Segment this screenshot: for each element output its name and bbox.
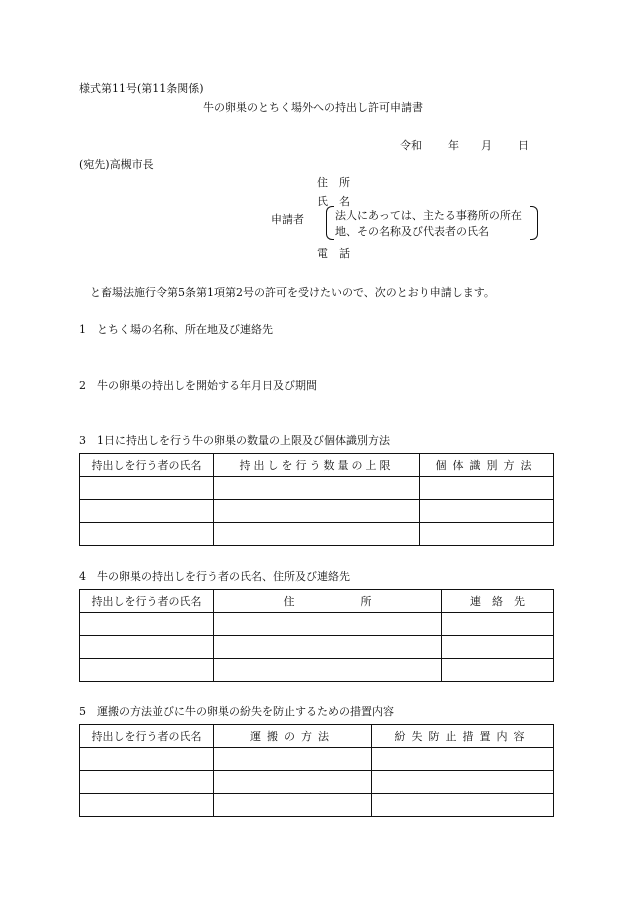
name-label: 氏 名 — [317, 195, 350, 208]
date-month: 月 — [481, 139, 492, 152]
section-1-heading: 1 とちく場の名称、所在地及び連絡先 — [79, 323, 273, 336]
corporate-note-text — [335, 208, 522, 240]
corporate-note-line2: 地、その名称及び代表者の氏名 — [335, 225, 489, 238]
table-quantity — [79, 453, 554, 546]
table-header-row — [80, 725, 554, 748]
cell[interactable] — [80, 659, 214, 682]
table-row — [80, 794, 554, 817]
table-row — [80, 636, 554, 659]
cell[interactable] — [442, 613, 554, 636]
col-header-address: 住 所 — [214, 590, 442, 613]
cell[interactable] — [214, 771, 372, 794]
cell[interactable] — [372, 748, 554, 771]
col-header-name: 持出しを行う者の氏名 — [80, 590, 214, 613]
cell[interactable] — [442, 636, 554, 659]
cell[interactable] — [214, 500, 420, 523]
cell[interactable] — [214, 636, 442, 659]
table-row — [80, 523, 554, 546]
cell[interactable] — [420, 500, 554, 523]
section-2-heading: 2 牛の卵巣の持出しを開始する年月日及び期間 — [79, 379, 317, 392]
table-header-row — [80, 590, 554, 613]
cell[interactable] — [420, 477, 554, 500]
form-number: 様式第11号(第11条関係) — [79, 82, 204, 95]
tel-label: 電 話 — [317, 247, 350, 260]
table-row — [80, 613, 554, 636]
col-header-quantity: 持出しを行う数量の上限 — [214, 454, 420, 477]
section-5-heading: 5 運搬の方法並びに牛の卵巣の紛失を防止するための措置内容 — [79, 705, 394, 718]
cell[interactable] — [214, 523, 420, 546]
cell[interactable] — [80, 500, 214, 523]
document-title: 牛の卵巣のとちく場外への持出し許可申請書 — [203, 101, 423, 114]
table-row — [80, 748, 554, 771]
cell[interactable] — [372, 794, 554, 817]
cell[interactable] — [420, 523, 554, 546]
bracket-right — [530, 206, 538, 240]
col-header-contact: 連 絡 先 — [442, 590, 554, 613]
corporate-note-line1: 法人にあっては、主たる事務所の所在 — [335, 209, 522, 222]
address-label: 住 所 — [317, 176, 350, 189]
intro-text: と畜場法施行令第5条第1項第2号の許可を受けたいので、次のとおり申請します。 — [90, 286, 495, 299]
date-day: 日 — [518, 139, 529, 152]
cell[interactable] — [80, 636, 214, 659]
col-header-name: 持出しを行う者の氏名 — [80, 725, 214, 748]
cell[interactable] — [80, 613, 214, 636]
addressee: (宛先)高槻市長 — [79, 158, 154, 171]
table-transport — [79, 724, 554, 817]
col-header-name: 持出しを行う者の氏名 — [80, 454, 214, 477]
table-address — [79, 589, 554, 682]
table-row — [80, 500, 554, 523]
cell[interactable] — [80, 523, 214, 546]
corporate-note — [326, 206, 538, 240]
cell[interactable] — [214, 613, 442, 636]
col-header-transport-method: 運搬の方法 — [214, 725, 372, 748]
date-year: 年 — [448, 139, 459, 152]
cell[interactable] — [214, 477, 420, 500]
cell[interactable] — [80, 771, 214, 794]
cell[interactable] — [214, 748, 372, 771]
table-row — [80, 477, 554, 500]
col-header-identification: 個体識別方法 — [420, 454, 554, 477]
cell[interactable] — [442, 659, 554, 682]
cell[interactable] — [80, 794, 214, 817]
bracket-left — [326, 206, 334, 240]
table-row — [80, 771, 554, 794]
section-3-heading: 3 1日に持出しを行う牛の卵巣の数量の上限及び個体識別方法 — [79, 434, 390, 447]
cell[interactable] — [214, 794, 372, 817]
table-row — [80, 659, 554, 682]
date-era: 令和 — [400, 139, 422, 152]
date-line — [400, 137, 529, 153]
applicant-label: 申請者 — [271, 213, 304, 226]
cell[interactable] — [80, 748, 214, 771]
col-header-loss-prevention: 紛失防止措置内容 — [372, 725, 554, 748]
cell[interactable] — [372, 771, 554, 794]
table-header-row — [80, 454, 554, 477]
cell[interactable] — [214, 659, 442, 682]
cell[interactable] — [80, 477, 214, 500]
section-4-heading: 4 牛の卵巣の持出しを行う者の氏名、住所及び連絡先 — [79, 570, 350, 583]
